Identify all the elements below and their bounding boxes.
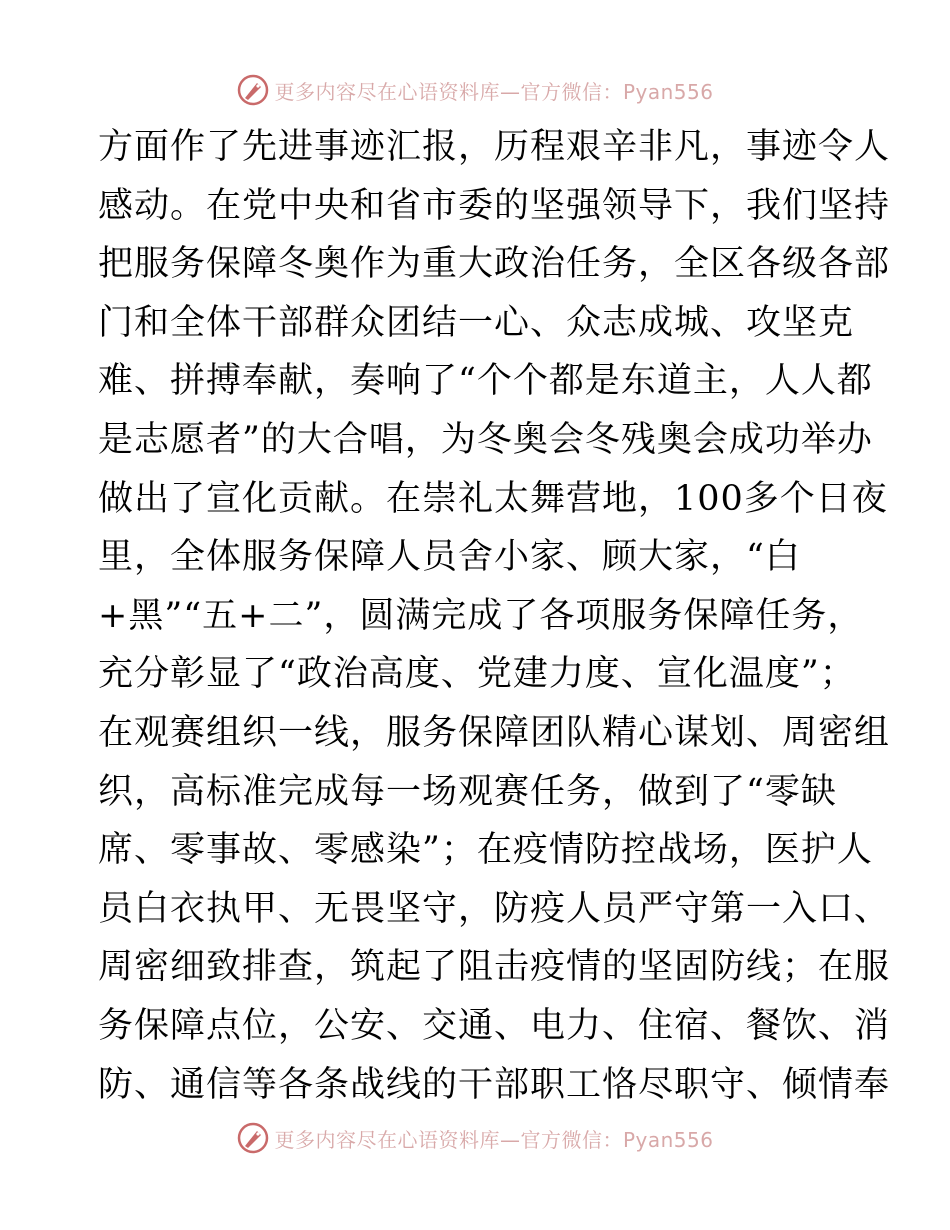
text-line: 做出了宣化贡献。在崇礼太舞营地，100多个日夜 [98, 478, 888, 519]
document-body [98, 118, 891, 1114]
text-line: 在观赛组织一线，服务保障团队精心谋划、周密组 [98, 712, 891, 753]
text-line: +黑”“五+二”，圆满完成了各项服务保障任务， [98, 595, 864, 636]
header-watermark-text: 更多内容尽在心语资料库—官方微信：Pyan556 [274, 79, 714, 104]
text-line: 周密细致排查，筑起了阻击疫情的坚固防线；在服 [98, 947, 891, 988]
pen-nib-logo-icon [236, 73, 270, 107]
text-line: 防、通信等各条战线的干部职工恪尽职守、倾情奉 [98, 1064, 891, 1105]
text-line: 务保障点位，公安、交通、电力、住宿、餐饮、消 [98, 1005, 891, 1046]
text-line: 方面作了先进事迹汇报，历程艰辛非凡，事迹令人 [98, 127, 891, 167]
header-watermark [0, 70, 950, 110]
footer-watermark-text: 更多内容尽在心语资料库—官方微信：Pyan556 [274, 1127, 714, 1152]
text-line: 织，高标准完成每一场观赛任务，做到了“零缺 [98, 771, 837, 812]
text-line: 充分彰显了“政治高度、党建力度、宣化温度”； [98, 654, 856, 695]
pen-nib-logo-icon [236, 1121, 270, 1155]
text-line: 席、零事故、零感染”；在疫情防控战场，医护人 [98, 830, 873, 871]
text-line: 员白衣执甲、无畏坚守，防疫人员严守第一入口、 [98, 888, 891, 929]
text-line: 里，全体服务保障人员舍小家、顾大家，“白 [98, 537, 801, 578]
text-line: 难、拼搏奉献，奏响了“个个都是东道主，人人都 [98, 361, 873, 402]
text-line: 把服务保障冬奥作为重大政治任务，全区各级各部 [98, 244, 891, 285]
footer-watermark [0, 1118, 950, 1158]
text-line: 门和全体干部群众团结一心、众志成城、攻坚克 [98, 302, 855, 343]
text-line: 是志愿者”的大合唱，为冬奥会冬残奥会成功举办 [98, 419, 873, 460]
text-line: 感动。在党中央和省市委的坚强领导下，我们坚持 [98, 185, 891, 226]
